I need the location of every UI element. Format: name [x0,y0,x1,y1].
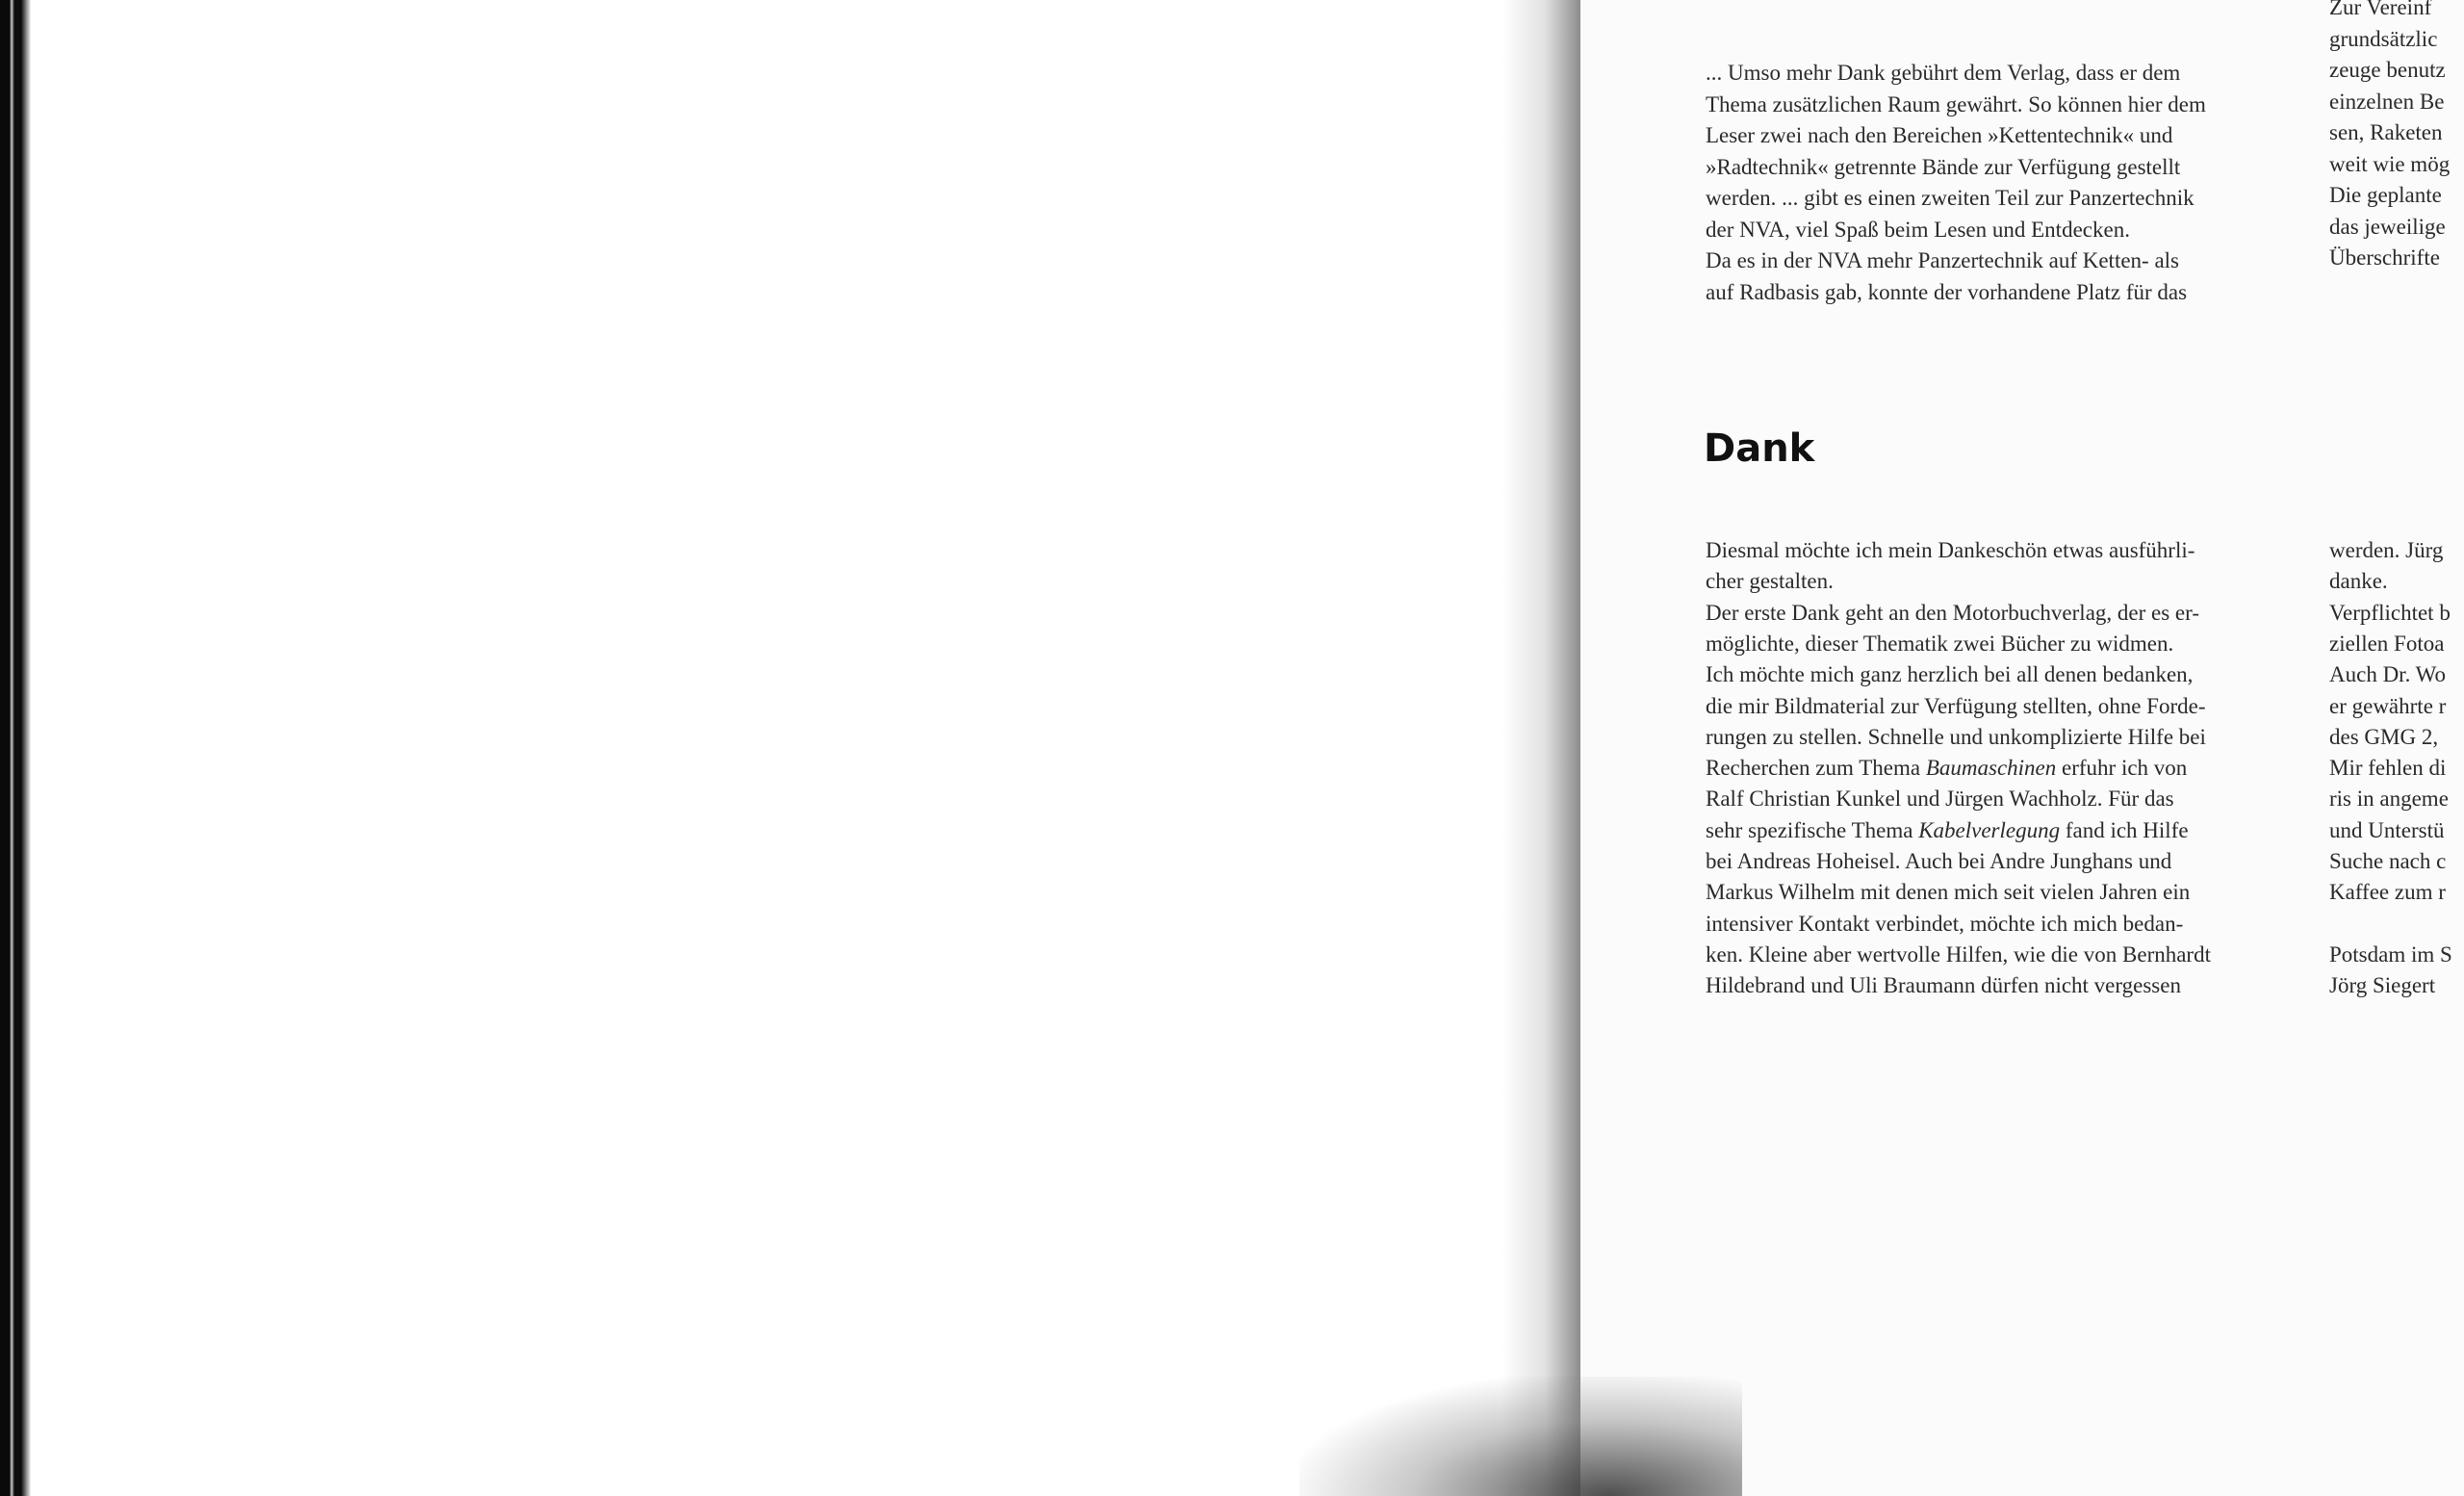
side-line: ris in angeme [2329,787,2449,812]
right-page [1580,0,2464,1496]
side-line: Die geplante [2329,183,2442,207]
intro-line: Da es in der NVA mehr Panzertechnik auf Ketten- als [1706,248,2179,272]
body-line: Ralf Christian Kunkel und Jürgen Wachholz. Für das [1706,787,2174,812]
side-line: Auch Dr. Wo [2329,662,2447,687]
side-line: das jeweilige [2329,214,2446,239]
side-line: er gewährte r [2329,693,2447,718]
side-line: grundsätzlic [2329,26,2438,51]
side-line: Überschrifte [2329,245,2440,270]
side-line: danke. [2329,569,2388,594]
side-line: Jörg Siegert [2329,973,2436,998]
side-line: weit wie mög [2329,151,2451,176]
body-line: intensiver Kontakt verbindet, möchte ich mich bedan- [1706,911,2184,936]
intro-line: Thema zusätzlichen Raum gewährt. So können hier dem [1706,91,2206,116]
body-line: Diesmal möchte ich mein Dankeschön etwas ausführli- [1706,538,2195,562]
side-line: Suche nach c [2329,849,2447,873]
side-line: sen, Raketen [2329,120,2443,144]
body-line: möglichte, dieser Thematik zwei Bücher zu widmen. [1706,631,2174,656]
side-line: Mir fehlen di [2329,756,2447,781]
body-line: Ich möchte mich ganz herzlich bei all denen bedanken, [1706,662,2194,687]
side-line: Zur Vereinf [2329,0,2432,19]
body-line: Markus Wilhelm mit denen mich seit vielen Jahren ein [1706,880,2191,905]
body-line: sehr spezifische Thema Kabelverlegung fand ich Hilfe [1706,817,2189,842]
body-line: bei Andreas Hoheisel. Auch bei Andre Junghans und [1706,849,2172,873]
body-line: rungen zu stellen. Schnelle und unkomplizierte Hilfe bei [1706,724,2206,749]
intro-line: Leser zwei nach den Bereichen »Kettentechnik« und [1706,123,2173,147]
body-line: Hildebrand und Uli Braumann dürfen nicht vergessen [1706,973,2181,998]
intro-line: auf Radbasis gab, konnte der vorhandene Platz für das [1706,279,2188,304]
side-line: einzelnen Be [2329,89,2445,114]
side-line: und Unterstü [2329,817,2445,842]
side-line: Kaffee zum r [2329,880,2446,905]
section-heading-dank: Dank [1704,426,1815,471]
body-line: Recherchen zum Thema Baumaschinen erfuhr ich von [1706,756,2188,781]
intro-line: der NVA, viel Spaß beim Lesen und Entdecken. [1706,217,2130,242]
body-line: Der erste Dank geht an den Motorbuchverlag, der es er- [1706,600,2199,625]
body-line: ken. Kleine aber wertvolle Hilfen, wie die von Bernhardt [1706,941,2211,967]
side-line: Verpflichtet b [2329,600,2451,625]
body-line: die mir Bildmaterial zur Verfügung stellten, ohne Forde- [1706,693,2206,718]
page-curl-shadow [1299,1377,1742,1496]
binding-edge [0,0,31,1496]
side-line: Potsdam im S [2329,941,2452,967]
side-line: werden. Jürg [2329,538,2444,562]
intro-line: »Radtechnik« getrennte Bände zur Verfügung gestellt [1706,154,2181,179]
side-line: ziellen Fotoa [2329,631,2445,656]
side-line: des GMG 2, [2329,724,2439,749]
intro-line: ... Umso mehr Dank gebührt dem Verlag, dass er dem [1706,61,2181,85]
body-line: cher gestalten. [1706,569,1834,594]
intro-line: werden. ... gibt es einen zweiten Teil zur Panzertechnik [1706,186,2194,210]
page-gutter-shadow [1502,0,1580,1496]
side-line: zeuge benutz [2329,58,2446,82]
